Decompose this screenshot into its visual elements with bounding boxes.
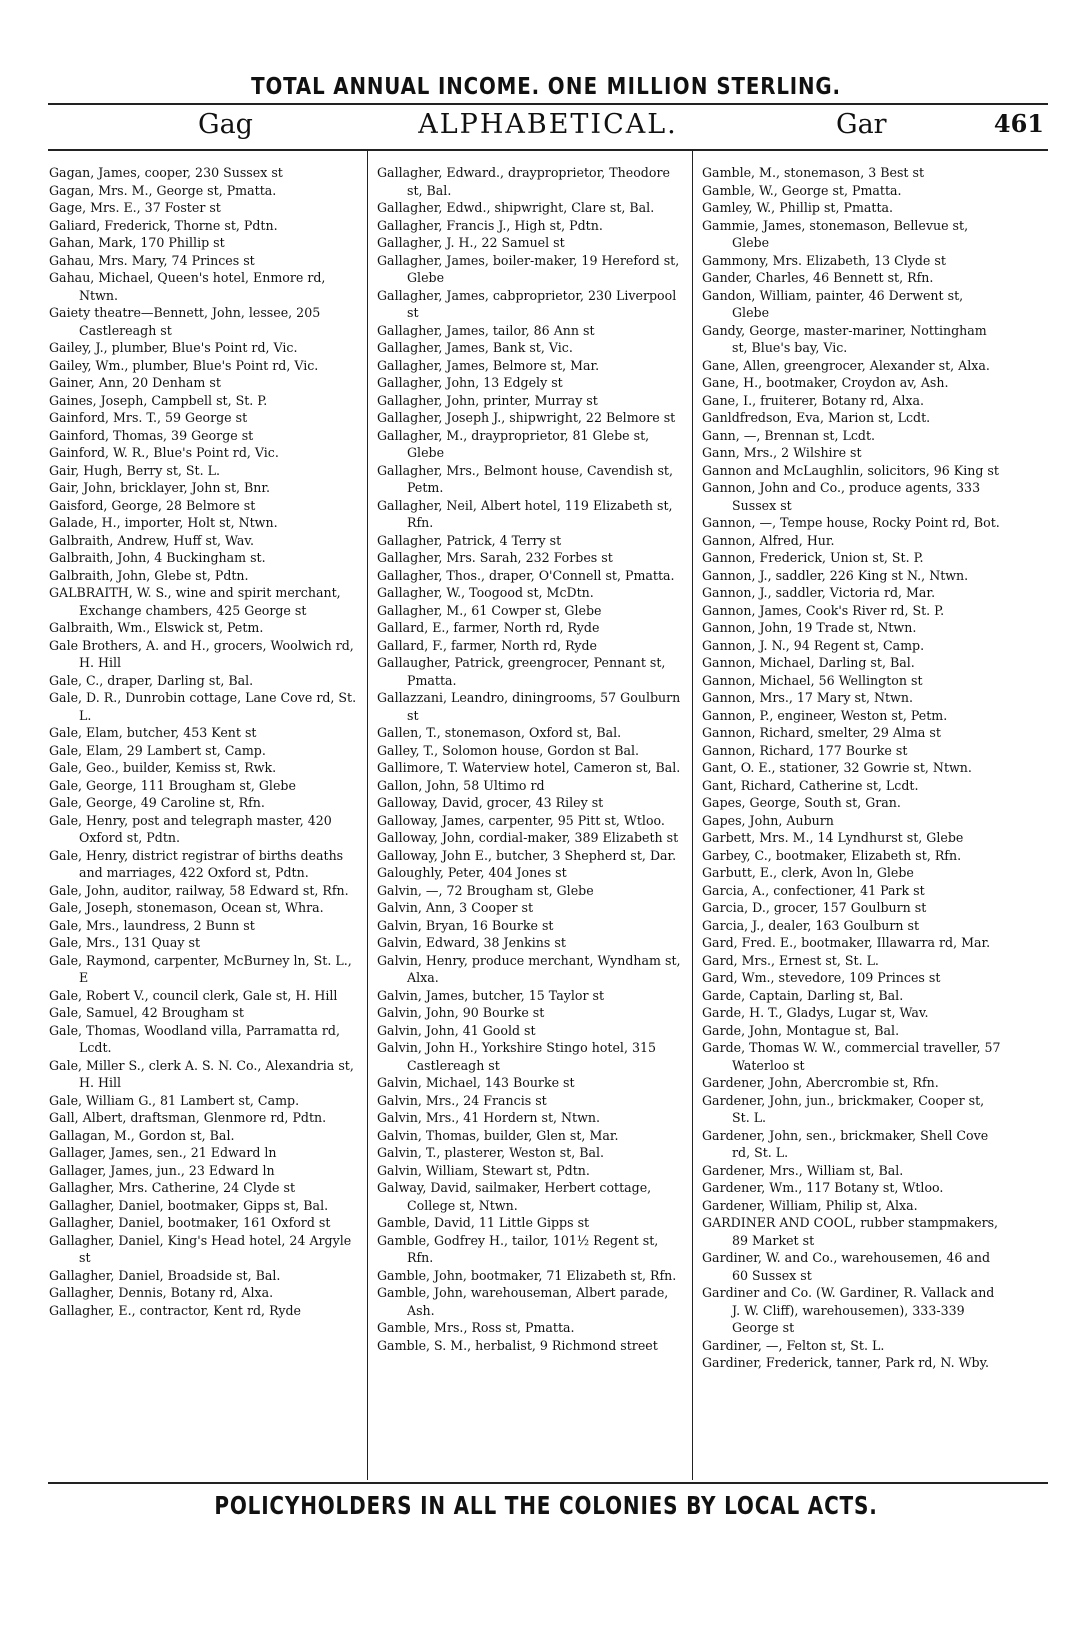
directory-entry: Gale, Robert V., council clerk, Gale st, H. Hill	[49, 987, 338, 1003]
directory-entry: Gardener, John, jun., brickmaker, Cooper st, St. L.	[702, 1092, 985, 1125]
directory-entry: Gallagher, Mrs. Catherine, 24 Clyde st	[49, 1180, 296, 1195]
directory-entry: Gallagher, Daniel, bootmaker, Gipps st, Bal.	[49, 1197, 329, 1213]
directory-entry: Gardiner, —, Felton st, St. L.	[702, 1337, 885, 1353]
directory-entry: Gallagher, Edward., drayproprietor, Theodore st, Bal.	[377, 165, 670, 198]
directory-entry: Gannon, P., engineer, Weston st, Petm.	[702, 707, 948, 723]
directory-entry: Gamble, M., stonemason, 3 Best st	[702, 165, 925, 180]
directory-entry: Galvin, Bryan, 16 Bourke st	[377, 917, 554, 933]
directory-entry: Gale, Henry, district registrar of births deaths and marriages, 422 Oxford st, Pdtn.	[49, 847, 344, 880]
directory-entry: Gane, I., fruiterer, Botany rd, Alxa.	[702, 392, 925, 408]
directory-entry: Gaines, Joseph, Campbell st, St. P.	[49, 392, 268, 408]
directory-entry: Gaiety theatre—Bennett, John, lessee, 205 Castlereagh st	[49, 305, 321, 338]
directory-entry: Gallagher, J. H., 22 Samuel st	[377, 235, 565, 250]
directory-entry: Gane, Allen, greengrocer, Alexander st, Alxa.	[702, 357, 990, 373]
directory-entry: Gallard, F., farmer, North rd, Ryde	[377, 637, 598, 653]
directory-entry: Gallagher, Joseph J., shipwright, 22 Belmore st	[377, 410, 676, 425]
directory-entry: Gallagher, Daniel, Broadside st, Bal.	[49, 1267, 281, 1283]
directory-entry: Gallager, James, sen., 21 Edward ln	[49, 1145, 277, 1160]
directory-entry: Garde, H. T., Gladys, Lugar st, Wav.	[702, 1005, 929, 1020]
directory-entry: Gallaugher, Patrick, greengrocer, Pennant st, Pmatta.	[377, 655, 666, 688]
directory-entry: Gallager, James, jun., 23 Edward ln	[49, 1162, 275, 1178]
directory-entry: Gale, Miller S., clerk A. S. N. Co., Alexandria st, H. Hill	[49, 1057, 354, 1090]
directory-entry: Gale, John, auditor, railway, 58 Edward st, Rfn.	[49, 882, 349, 898]
directory-entry: Gale, Mrs., 131 Quay st	[49, 935, 201, 950]
directory-entry: Gapes, John, Auburn	[702, 812, 834, 828]
directory-entry: Garde, Captain, Darling st, Bal.	[702, 987, 904, 1003]
directory-entry: Gallagher, Dennis, Botany rd, Alxa.	[49, 1285, 274, 1300]
directory-entry: Gardiner, Frederick, tanner, Park rd, N. Wby.	[702, 1355, 990, 1370]
directory-entry: Garbutt, E., clerk, Avon ln, Glebe	[702, 865, 914, 880]
directory-entry: Gannon, Alfred, Hur.	[702, 532, 835, 548]
directory-entry: Galbraith, Wm., Elswick st, Petm.	[49, 620, 264, 635]
directory-entry: Gainford, Thomas, 39 George st	[49, 427, 254, 443]
directory-entry: Gallagher, E., contractor, Kent rd, Ryde	[49, 1302, 301, 1318]
directory-entry: Gard, Fred. E., bootmaker, Illawarra rd, Mar.	[702, 935, 991, 950]
directory-entry: Gall, Albert, draftsman, Glenmore rd, Pdtn.	[49, 1110, 327, 1125]
directory-entry: Galvin, Michael, 143 Bourke st	[377, 1075, 575, 1090]
directory-entry: Gandon, William, painter, 46 Derwent st, Glebe	[702, 287, 964, 320]
directory-entry: Garcia, A., confectioner, 41 Park st	[702, 882, 925, 898]
directory-entry: Gainford, W. R., Blue's Point rd, Vic.	[49, 445, 279, 460]
directory-entry: Gage, Mrs. E., 37 Foster st	[49, 200, 221, 215]
directory-entry: Gair, John, bricklayer, John st, Bnr.	[49, 480, 271, 495]
directory-entry: Gale, Elam, 29 Lambert st, Camp.	[49, 742, 266, 758]
directory-entry: Galway, David, sailmaker, Herbert cottage, College st, Ntwn.	[377, 1180, 652, 1213]
page-number: 461	[993, 109, 1044, 138]
directory-entry: Garbey, C., bootmaker, Elizabeth st, Rfn.	[702, 847, 962, 863]
directory-entry: Gale, Mrs., laundress, 2 Bunn st	[49, 917, 255, 933]
column-divider	[367, 150, 368, 1480]
directory-entry: Galvin, John, 41 Goold st	[377, 1022, 536, 1038]
directory-entry: Galloway, David, grocer, 43 Riley st	[377, 795, 604, 810]
directory-entry: Gallagher, Neil, Albert hotel, 119 Elizabeth st, Rfn.	[377, 497, 673, 530]
directory-entry: Gale, Elam, butcher, 453 Kent st	[49, 725, 257, 740]
directory-entry: Gardiner, W. and Co., warehousemen, 46 and 60 Sussex st	[702, 1250, 991, 1283]
directory-entry: Gannon, Richard, 177 Bourke st	[702, 742, 908, 758]
banner-emphasis: ONE MILLION	[547, 74, 709, 100]
directory-entry: Gardener, William, Philip st, Alxa.	[702, 1197, 918, 1213]
directory-entry: Gallagher, Mrs., Belmont house, Cavendish st, Petm.	[377, 462, 673, 495]
banner-text: TOTAL ANNUAL INCOME.	[251, 74, 548, 100]
directory-entry: Gann, Mrs., 2 Wilshire st	[702, 445, 862, 460]
directory-entry: Gannon, Mrs., 17 Mary st, Ntwn.	[702, 690, 913, 705]
directory-entry: Gannon, J. N., 94 Regent st, Camp.	[702, 637, 925, 653]
directory-entry: Galvin, T., plasterer, Weston st, Bal.	[377, 1145, 605, 1160]
directory-entry: Gaisford, George, 28 Belmore st	[49, 497, 256, 513]
directory-entry: Galvin, Mrs., 41 Hordern st, Ntwn.	[377, 1110, 601, 1125]
directory-entry: Gamble, David, 11 Little Gipps st	[377, 1215, 590, 1230]
directory-entry: Gale, D. R., Dunrobin cottage, Lane Cove rd, St. L.	[49, 690, 357, 723]
directory-entry: Gapes, George, South st, Gran.	[702, 795, 901, 810]
directory-entry: Gale Brothers, A. and H., grocers, Woolwich rd, H. Hill	[49, 637, 354, 670]
directory-entry: Gannon, John, 19 Trade st, Ntwn.	[702, 620, 917, 635]
directory-entry: Gane, H., bootmaker, Croydon av, Ash.	[702, 375, 949, 390]
directory-entry: Gamble, Mrs., Ross st, Pmatta.	[377, 1320, 575, 1335]
directory-entry: Gard, Wm., stevedore, 109 Princes st	[702, 970, 941, 985]
directory-entry: Gagan, James, cooper, 230 Sussex st	[49, 165, 283, 180]
directory-entry: Gale, Geo., builder, Kemiss st, Rwk.	[49, 760, 277, 775]
directory-entry: Gallagher, Thos., draper, O'Connell st, Pmatta.	[377, 567, 675, 583]
directory-entry: Gahau, Mrs. Mary, 74 Princes st	[49, 252, 255, 268]
directory-entry: Galbraith, John, 4 Buckingham st.	[49, 550, 266, 565]
directory-column-1	[49, 164, 361, 1319]
directory-entry: Gale, C., draper, Darling st, Bal.	[49, 672, 254, 688]
directory-entry: Galade, H., importer, Holt st, Ntwn.	[49, 515, 278, 530]
directory-entry: Gannon, —, Tempe house, Rocky Point rd, Bot.	[702, 515, 1000, 530]
directory-entry: Gann, —, Brennan st, Lcdt.	[702, 427, 876, 443]
directory-entry: Gale, Joseph, stonemason, Ocean st, Whra.	[49, 900, 324, 915]
directory-entry: Gale, Raymond, carpenter, McBurney ln, St. L., E	[49, 952, 352, 985]
directory-entry: Gallagher, James, Belmore st, Mar.	[377, 357, 600, 373]
directory-entry: Gale, Thomas, Woodland villa, Parramatta rd, Lcdt.	[49, 1022, 340, 1055]
directory-entry: Gannon, John and Co., produce agents, 333 Sussex st	[702, 480, 981, 513]
directory-entry: Gale, William G., 81 Lambert st, Camp.	[49, 1092, 300, 1108]
directory-entry: Gard, Mrs., Ernest st, St. L.	[702, 952, 879, 968]
directory-entry: Gallon, John, 58 Ultimo rd	[377, 777, 545, 793]
directory-entry: Galvin, Thomas, builder, Glen st, Mar.	[377, 1127, 619, 1143]
directory-entry: Galvin, Edward, 38 Jenkins st	[377, 935, 566, 950]
directory-entry: Gannon, James, Cook's River rd, St. P.	[702, 602, 945, 618]
directory-entry: Gahan, Mark, 170 Phillip st	[49, 235, 225, 250]
directory-entry: Ganldfredson, Eva, Marion st, Lcdt.	[702, 410, 931, 425]
header-range-end: Gar	[836, 109, 887, 140]
directory-entry: Gallagher, James, boiler-maker, 19 Hereford st, Glebe	[377, 252, 680, 285]
directory-entry: Gander, Charles, 46 Bennett st, Rfn.	[702, 270, 934, 285]
directory-entry: GARDINER AND COOL, rubber stampmakers, 89 Market st	[702, 1215, 999, 1248]
directory-entry: Gannon and McLaughlin, solicitors, 96 King st	[702, 462, 999, 478]
directory-entry: Gailey, J., plumber, Blue's Point rd, Vic.	[49, 340, 298, 355]
directory-entry: Gamble, Godfrey H., tailor, 101½ Regent st, Rfn.	[377, 1232, 659, 1265]
directory-entry: Gannon, J., saddler, 226 King st N., Ntwn.	[702, 567, 969, 583]
directory-entry: Garde, Thomas W. W., commercial traveller, 57 Waterloo st	[702, 1040, 1001, 1073]
directory-entry: Galbraith, John, Glebe st, Pdtn.	[49, 567, 249, 583]
directory-entry: Gale, Henry, post and telegraph master, 420 Oxford st, Pdtn.	[49, 812, 332, 845]
directory-entry: Gainford, Mrs. T., 59 George st	[49, 410, 248, 425]
directory-entry: Gamble, W., George st, Pmatta.	[702, 182, 902, 198]
directory-entry: Galvin, John, 90 Bourke st	[377, 1005, 545, 1020]
directory-entry: Gardener, John, Abercrombie st, Rfn.	[702, 1075, 939, 1090]
page-header	[48, 103, 1048, 151]
directory-entry: Gannon, Frederick, Union st, St. P.	[702, 550, 924, 565]
directory-entry: Gallimore, T. Waterview hotel, Cameron st, Bal.	[377, 760, 681, 775]
directory-entry: Galbraith, Andrew, Huff st, Wav.	[49, 532, 254, 548]
footer-rule	[48, 1482, 1048, 1484]
directory-entry: Gammie, James, stonemason, Bellevue st, Glebe	[702, 217, 969, 250]
directory-entry: Gale, Samuel, 42 Brougham st	[49, 1005, 244, 1020]
banner-text-end: STERLING.	[708, 74, 841, 100]
top-banner	[76, 74, 1015, 100]
directory-entry: Gale, George, 111 Brougham st, Glebe	[49, 777, 296, 793]
directory-entry: Garcia, D., grocer, 157 Goulburn st	[702, 900, 927, 915]
directory-entry: Galvin, John H., Yorkshire Stingo hotel, 315 Castlereagh st	[377, 1040, 656, 1073]
directory-entry: Gallagher, W., Toogood st, McDtn.	[377, 585, 594, 600]
directory-entry: Galvin, Ann, 3 Cooper st	[377, 900, 534, 915]
directory-entry: Gardener, John, sen., brickmaker, Shell Cove rd, St. L.	[702, 1127, 989, 1160]
directory-entry: Gallagher, James, tailor, 86 Ann st	[377, 322, 595, 338]
directory-entry: Gammony, Mrs. Elizabeth, 13 Clyde st	[702, 252, 946, 268]
directory-entry: Gallagher, Patrick, 4 Terry st	[377, 532, 562, 548]
directory-entry: Galvin, —, 72 Brougham st, Glebe	[377, 882, 594, 898]
directory-entry: Gant, Richard, Catherine st, Lcdt.	[702, 777, 919, 793]
directory-entry: Gallagher, James, cabproprietor, 230 Liverpool st	[377, 287, 677, 320]
directory-entry: Gallagher, John, printer, Murray st	[377, 392, 598, 408]
directory-entry: Gair, Hugh, Berry st, St. L.	[49, 462, 220, 478]
directory-entry: Galvin, William, Stewart st, Pdtn.	[377, 1162, 590, 1178]
directory-entry: Gamley, W., Phillip st, Pmatta.	[702, 200, 894, 215]
directory-entry: GALBRAITH, W. S., wine and spirit merchant, Exchange chambers, 425 George st	[49, 585, 341, 618]
directory-entry: Gandy, George, master-mariner, Nottingham st, Blue's bay, Vic.	[702, 322, 987, 355]
directory-entry: Galloway, John E., butcher, 3 Shepherd st, Dar.	[377, 847, 677, 863]
directory-column-3	[702, 164, 1004, 1372]
directory-entry: Gannon, Michael, 56 Wellington st	[702, 672, 923, 688]
directory-entry: Gardener, Wm., 117 Botany st, Wtloo.	[702, 1180, 944, 1195]
directory-entry: Galley, T., Solomon house, Gordon st Bal.	[377, 742, 640, 758]
directory-entry: Gallagher, M., 61 Cowper st, Glebe	[377, 602, 602, 618]
directory-entry: Gallen, T., stonemason, Oxford st, Bal.	[377, 725, 622, 740]
directory-entry: Galvin, Mrs., 24 Francis st	[377, 1092, 547, 1108]
directory-entry: Gallagher, Mrs. Sarah, 232 Forbes st	[377, 550, 613, 565]
directory-entry: Gannon, J., saddler, Victoria rd, Mar.	[702, 585, 936, 600]
directory-entry: Garbett, Mrs. M., 14 Lyndhurst st, Glebe	[702, 830, 964, 845]
directory-entry: Gannon, Michael, Darling st, Bal.	[702, 655, 915, 670]
directory-entry: Gallagher, Francis J., High st, Pdtn.	[377, 217, 603, 233]
directory-entry: Gallagher, Daniel, King's Head hotel, 24 Argyle st	[49, 1232, 352, 1265]
directory-entry: Galloway, James, carpenter, 95 Pitt st, Wtloo.	[377, 812, 665, 828]
directory-entry: Gamble, John, warehouseman, Albert parade, Ash.	[377, 1285, 669, 1318]
directory-entry: Gamble, John, bootmaker, 71 Elizabeth st, Rfn.	[377, 1267, 677, 1283]
directory-entry: Galvin, James, butcher, 15 Taylor st	[377, 987, 604, 1003]
directory-entry: Gardiner and Co. (W. Gardiner, R. Vallack and J. W. Cliff), warehousemen), 333-339 George st	[702, 1285, 995, 1335]
directory-entry: Galiard, Frederick, Thorne st, Pdtn.	[49, 217, 278, 233]
directory-entry: Gainer, Ann, 20 Denham st	[49, 375, 221, 390]
directory-entry: Gailey, Wm., plumber, Blue's Point rd, Vic.	[49, 357, 319, 373]
directory-entry: Gannon, Richard, smelter, 29 Alma st	[702, 725, 941, 740]
directory-entry: Gallagher, M., drayproprietor, 81 Glebe st, Glebe	[377, 427, 650, 460]
directory-entry: Galloway, John, cordial-maker, 389 Elizabeth st	[377, 830, 679, 845]
directory-entry: Gallagher, Edwd., shipwright, Clare st, Bal.	[377, 200, 655, 215]
directory-entry: Garde, John, Montague st, Bal.	[702, 1022, 900, 1038]
directory-entry: Gallagher, James, Bank st, Vic.	[377, 340, 573, 355]
header-range-start: Gag	[198, 109, 253, 140]
directory-entry: Gahau, Michael, Queen's hotel, Enmore rd, Ntwn.	[49, 270, 326, 303]
column-divider	[692, 150, 693, 1480]
directory-entry: Gant, O. E., stationer, 32 Gowrie st, Ntwn.	[702, 760, 972, 775]
bottom-banner: POLICYHOLDERS IN ALL THE COLONIES BY LOCAL ACTS.	[214, 1491, 878, 1520]
directory-entry: Galoughly, Peter, 404 Jones st	[377, 865, 567, 880]
directory-entry: Gale, George, 49 Caroline st, Rfn.	[49, 795, 265, 810]
directory-entry: Gamble, S. M., herbalist, 9 Richmond street	[377, 1337, 658, 1353]
section-title: ALPHABETICAL.	[418, 109, 678, 140]
directory-entry: Garcia, J., dealer, 163 Goulburn st	[702, 917, 920, 933]
directory-entry: Gallard, E., farmer, North rd, Ryde	[377, 620, 600, 635]
directory-entry: Gallazzani, Leandro, diningrooms, 57 Goulburn st	[377, 690, 681, 723]
directory-entry: Gallagher, Daniel, bootmaker, 161 Oxford st	[49, 1215, 331, 1230]
directory-entry: Gallagher, John, 13 Edgely st	[377, 375, 563, 390]
directory-column-2	[377, 164, 684, 1354]
directory-entry: Gardener, Mrs., William st, Bal.	[702, 1162, 904, 1178]
directory-entry: Gagan, Mrs. M., George st, Pmatta.	[49, 182, 277, 198]
directory-entry: Gallagan, M., Gordon st, Bal.	[49, 1127, 235, 1143]
directory-entry: Galvin, Henry, produce merchant, Wyndham st, Alxa.	[377, 952, 681, 985]
